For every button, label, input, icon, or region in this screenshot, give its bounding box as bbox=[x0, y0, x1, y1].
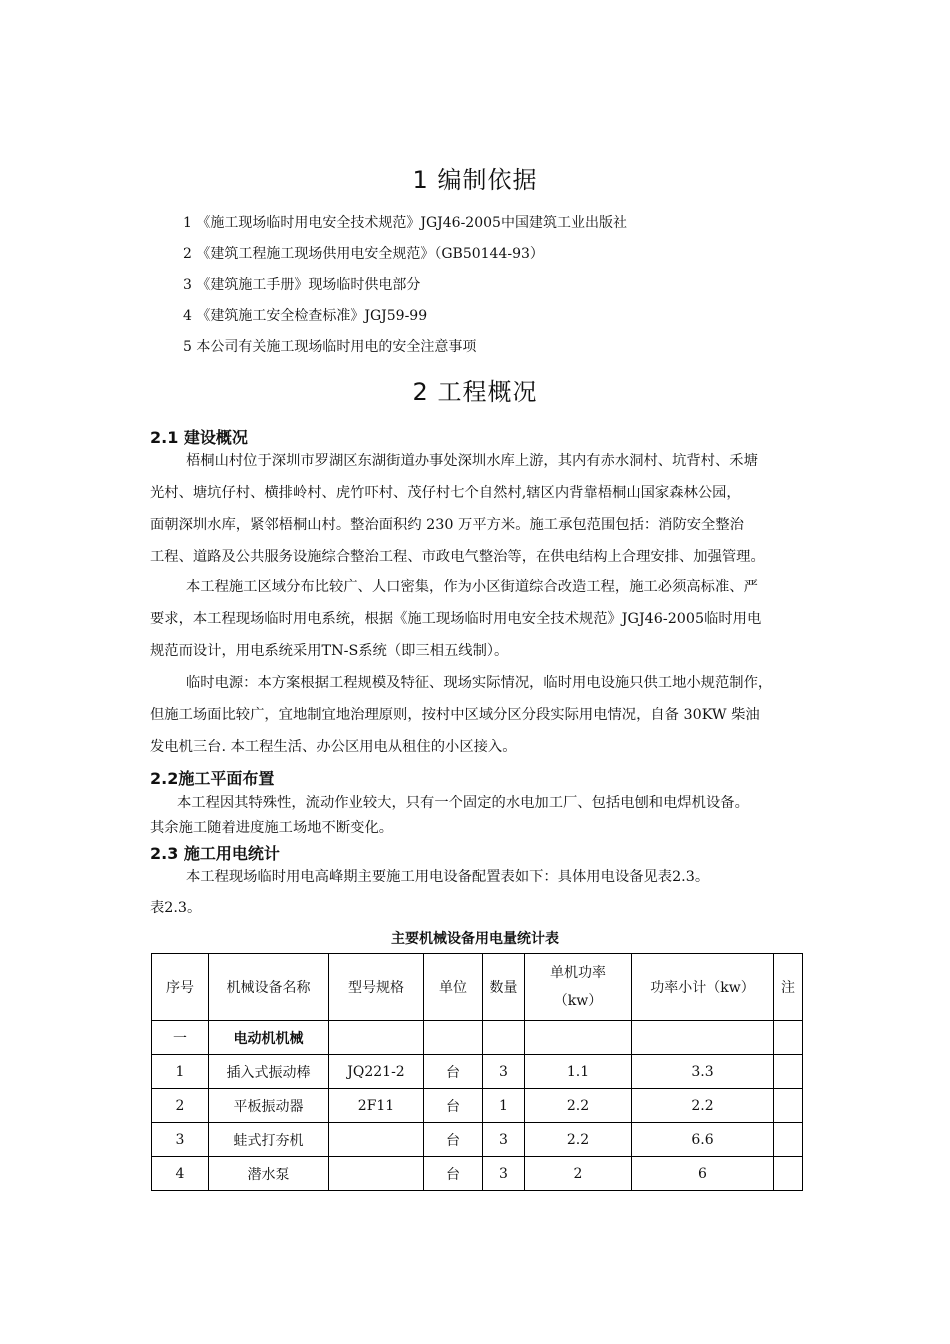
cell-model bbox=[329, 1123, 424, 1157]
section-2-title: 2 工程概况 bbox=[412, 378, 538, 406]
paragraph-line: 但施工场面比较广，宜地制宜地治理原则，按村中区域分区分段实际用电情况，自备 30KW 柴油 bbox=[150, 707, 760, 723]
cell-no: 1 bbox=[152, 1055, 209, 1089]
reference-item: 2 《建筑工程施工现场供用电安全规范》（GB50144-93） bbox=[183, 246, 544, 262]
cell-power: 1.1 bbox=[525, 1055, 632, 1089]
header-cell: 单位 bbox=[424, 954, 483, 1021]
cell-name: 潜水泵 bbox=[209, 1157, 329, 1191]
cell-name: 蛙式打夯机 bbox=[209, 1123, 329, 1157]
paragraph-line: 梧桐山村位于深圳市罗湖区东湖街道办事处深圳水库上游，其内有赤水洞村、坑背村、禾塘 bbox=[186, 453, 758, 469]
reference-item: 4 《建筑施工安全检查标准》JGJ59-99 bbox=[183, 308, 428, 324]
cell-note bbox=[774, 1055, 803, 1089]
heading-2-1: 2.1 建设概况 bbox=[150, 428, 248, 447]
table-header-row bbox=[152, 954, 803, 1021]
equipment-power-table bbox=[151, 953, 803, 1191]
cell-qty: 3 bbox=[483, 1123, 525, 1157]
header-cell: 注 bbox=[774, 954, 803, 1021]
paragraph-line: 要求，本工程现场临时用电系统，根据《施工现场临时用电安全技术规范》JGJ46-2005临时用电 bbox=[150, 611, 762, 627]
cell-name: 平板振动器 bbox=[209, 1089, 329, 1123]
table-row bbox=[152, 1055, 803, 1089]
header-cell-line: 单机功率 bbox=[550, 965, 606, 981]
paragraph-line: 表2.3。 bbox=[150, 900, 202, 916]
table-row bbox=[152, 1123, 803, 1157]
paragraph-line: 发电机三台. 本工程生活、办公区用电从租住的小区接入。 bbox=[150, 739, 517, 755]
cell-unit: 台 bbox=[424, 1089, 483, 1123]
table-section-row bbox=[152, 1021, 803, 1055]
reference-item: 1 《施工现场临时用电安全技术规范》JGJ46-2005中国建筑工业出版社 bbox=[183, 215, 627, 231]
cell-no: 2 bbox=[152, 1089, 209, 1123]
header-cell: 数量 bbox=[483, 954, 525, 1021]
cell-name: 插入式振动棒 bbox=[209, 1055, 329, 1089]
cell-qty: 3 bbox=[483, 1055, 525, 1089]
paragraph-line: 本工程施工区域分布比较广、人口密集，作为小区街道综合改造工程，施工必须高标准、严 bbox=[186, 579, 758, 595]
cell-subtotal: 6.6 bbox=[632, 1123, 774, 1157]
cell-model: 2F11 bbox=[329, 1089, 424, 1123]
cell-unit: 台 bbox=[424, 1123, 483, 1157]
cell-no: 4 bbox=[152, 1157, 209, 1191]
table-row bbox=[152, 1089, 803, 1123]
paragraph-line: 临时电源：本方案根据工程规模及特征、现场实际情况，临时用电设施只供工地小规范制作， bbox=[186, 675, 773, 691]
cell-power: 2.2 bbox=[525, 1123, 632, 1157]
cell-subtotal: 2.2 bbox=[632, 1089, 774, 1123]
cell-subtotal: 3.3 bbox=[632, 1055, 774, 1089]
section-no: 一 bbox=[152, 1021, 209, 1055]
cell-subtotal: 6 bbox=[632, 1157, 774, 1191]
section-1-title: 1 编制依据 bbox=[412, 166, 538, 194]
reference-item: 3 《建筑施工手册》现场临时供电部分 bbox=[183, 277, 421, 293]
cell-qty: 1 bbox=[483, 1089, 525, 1123]
cell-qty: 3 bbox=[483, 1157, 525, 1191]
header-cell: 型号规格 bbox=[329, 954, 424, 1021]
cell-note bbox=[774, 1123, 803, 1157]
cell-no: 3 bbox=[152, 1123, 209, 1157]
cell-power: 2 bbox=[525, 1157, 632, 1191]
cell-unit: 台 bbox=[424, 1157, 483, 1191]
paragraph-line: 规范而设计，用电系统采用TN-S系统（即三相五线制）。 bbox=[150, 643, 509, 659]
cell-model bbox=[329, 1157, 424, 1191]
paragraph-line: 其余施工随着进度施工场地不断变化。 bbox=[150, 820, 394, 836]
header-cell bbox=[525, 954, 632, 1021]
table-row bbox=[152, 1157, 803, 1191]
section-name: 电动机机械 bbox=[209, 1021, 329, 1055]
cell-power: 2.2 bbox=[525, 1089, 632, 1123]
cell-note bbox=[774, 1089, 803, 1123]
cell-model: JQ221-2 bbox=[329, 1055, 424, 1089]
reference-item: 5 本公司有关施工现场临时用电的安全注意事项 bbox=[183, 339, 477, 355]
header-cell: 功率小计（kw） bbox=[632, 954, 774, 1021]
table-caption: 主要机械设备用电量统计表 bbox=[391, 931, 559, 947]
paragraph-line: 工程、道路及公共服务设施综合整治工程、市政电气整治等，在供电结构上合理安排、加强管理。 bbox=[150, 549, 765, 565]
cell-note bbox=[774, 1157, 803, 1191]
paragraph-line: 本工程现场临时用电高峰期主要施工用电设备配置表如下：具体用电设备见表2.3。 bbox=[186, 869, 710, 885]
cell-unit: 台 bbox=[424, 1055, 483, 1089]
paragraph-line: 本工程因其特殊性，流动作业较大，只有一个固定的水电加工厂、包括电刨和电焊机设备。 bbox=[177, 795, 749, 811]
header-cell: 机械设备名称 bbox=[209, 954, 329, 1021]
heading-2-2: 2.2施工平面布置 bbox=[150, 769, 275, 788]
heading-2-3: 2.3 施工用电统计 bbox=[150, 844, 280, 863]
paragraph-line: 面朝深圳水库，紧邻梧桐山村。整治面积约 230 万平方米。施工承包范围包括：消防安全整治 bbox=[150, 517, 744, 533]
header-cell-line: （kw） bbox=[553, 993, 603, 1009]
header-cell: 序号 bbox=[152, 954, 209, 1021]
paragraph-line: 光村、塘坑仔村、横排岭村、虎竹吓村、茂仔村七个自然村,辖区内背靠梧桐山国家森林公园， bbox=[150, 485, 741, 501]
